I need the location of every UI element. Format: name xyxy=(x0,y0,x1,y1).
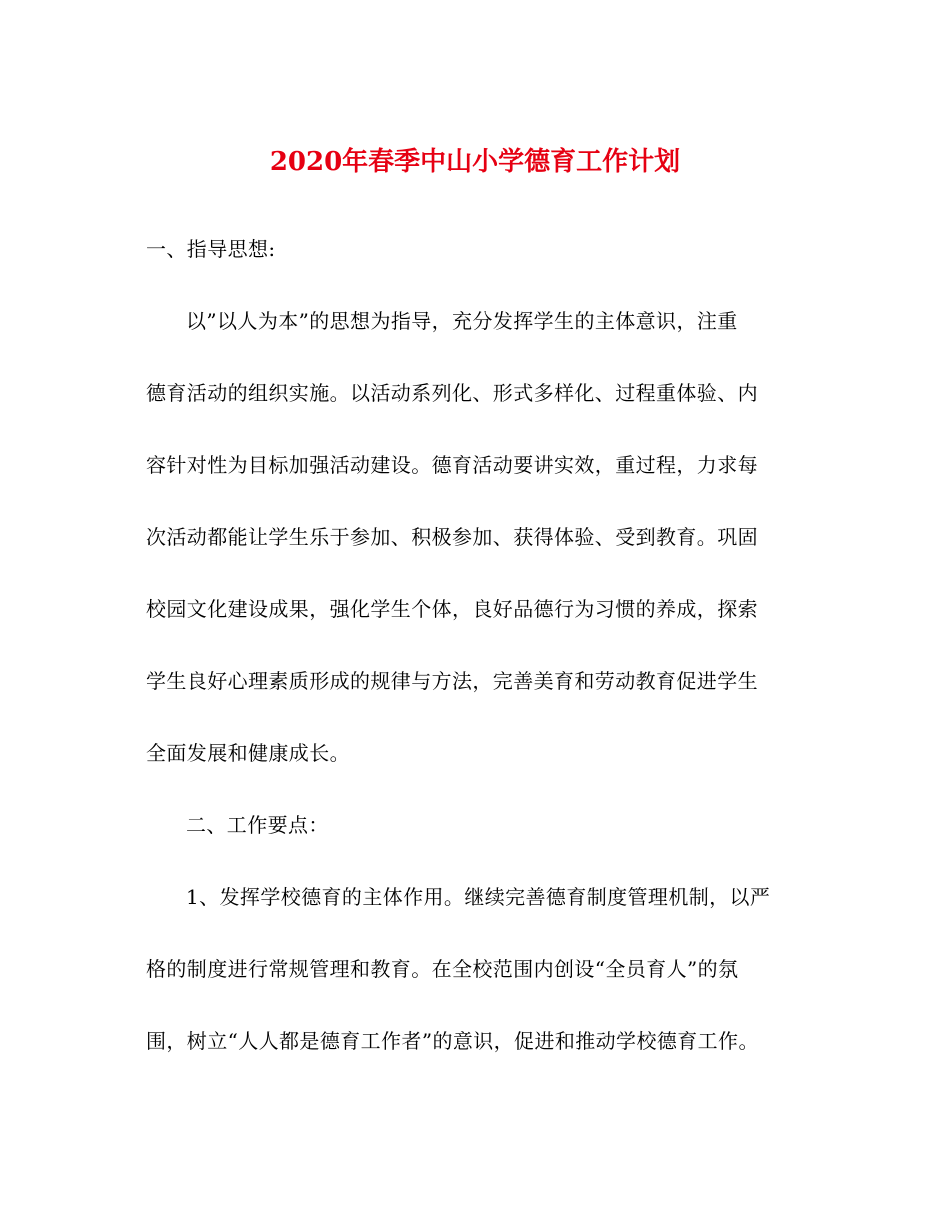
paragraph-line: 校园文化建设成果，强化学生个体，良好品德行为习惯的养成，探索 xyxy=(146,597,758,621)
paragraph-line: 以”以人为本”的思想为指导，充分发挥学生的主体意识，注重 xyxy=(186,309,738,333)
paragraph-line: 全面发展和健康成长。 xyxy=(146,741,350,765)
paragraph-line: 1、发挥学校德育的主体作用。继续完善德育制度管理机制，以严 xyxy=(186,885,771,909)
document-title: 2020年春季中山小学德育工作计划 xyxy=(269,147,681,177)
section-heading-work-points: 二、工作要点： xyxy=(186,813,329,837)
paragraph-line: 学生良好心理素质形成的规律与方法，完善美育和劳动教育促进学生 xyxy=(146,669,758,693)
paragraph-line: 德育活动的组织实施。以活动系列化、形式多样化、过程重体验、内 xyxy=(146,381,758,405)
paragraph-line: 次活动都能让学生乐于参加、积极参加、获得体验、受到教育。巩固 xyxy=(146,525,758,549)
paragraph-line: 围，树立“人人都是德育工作者”的意识，促进和推动学校德育工作。 xyxy=(146,1029,759,1053)
paragraph-line: 格的制度进行常规管理和教育。在全校范围内创设“全员育人”的氛 xyxy=(146,957,739,981)
section-heading-guiding-ideology: 一、指导思想: xyxy=(146,237,276,261)
paragraph-line: 容针对性为目标加强活动建设。德育活动要讲实效，重过程，力求每 xyxy=(146,453,758,477)
